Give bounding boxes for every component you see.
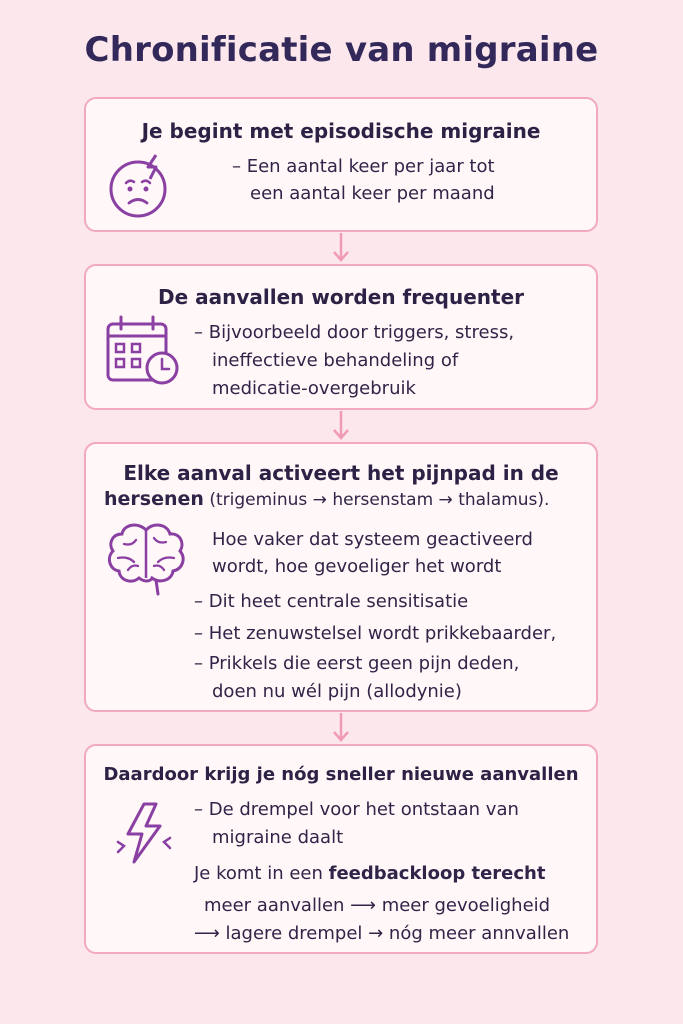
page-title: Chronificatie van migraine: [84, 30, 599, 70]
arrow-down-icon: [331, 713, 351, 743]
loop-line-2: ⟶ lagere drempel → nóg meer annvallen: [194, 923, 570, 944]
step-card-2: [84, 264, 598, 410]
loop-line-1: meer aanvallen ⟶ meer gevoeligheid: [204, 895, 551, 916]
step-3-line-3: – Dit heet centrale sensitisatie: [194, 591, 469, 612]
step-card-4: [84, 744, 598, 954]
headache-face-icon: [104, 151, 176, 223]
step-2-line-3: medicatie-overgebruik: [212, 378, 416, 399]
calendar-clock-icon: [104, 314, 184, 390]
step-1-line-2: een aantal keer per maand: [250, 183, 495, 204]
step-3-title-rest: (trigeminus → hersenstam → thalamus).: [203, 490, 550, 510]
arrow-down-icon: [331, 411, 351, 441]
step-3-title-line-2: [104, 488, 549, 510]
step-3-title-bold: hersenen: [104, 488, 204, 510]
lightning-icon: [114, 800, 176, 866]
feedback-line: [194, 860, 545, 887]
step-4-line-2: migraine daalt: [212, 827, 344, 848]
step-2-title: De aanvallen worden frequenter: [157, 285, 524, 309]
step-3-title-line-1: Elke aanval activeert het pijnpad in de: [123, 461, 559, 485]
step-1-title: Je begint met episodische migraine: [141, 119, 541, 143]
step-3-line-1: Hoe vaker dat systeem geactiveerd: [212, 529, 533, 550]
step-1-line-1: – Een aantal keer per jaar tot: [232, 156, 495, 177]
brain-icon: [106, 520, 188, 596]
step-3-line-4: – Het zenuwstelsel wordt prikkebaarder,: [194, 623, 557, 644]
step-card-3: [84, 442, 598, 712]
step-4-line-1: – De drempel voor het ontstaan van: [194, 799, 519, 820]
step-3-line-5: – Prikkels die eerst geen pijn deden,: [194, 653, 520, 674]
feedback-prefix: Je komt in een: [194, 863, 329, 884]
step-3-line-2: wordt, hoe gevoeliger het wordt: [212, 556, 502, 577]
feedback-bold: feedbackloop terecht: [328, 863, 546, 884]
step-2-line-2: ineffectieve behandeling of: [212, 350, 459, 371]
step-3-line-6: doen nu wél pijn (allodynie): [212, 681, 462, 702]
arrow-down-icon: [331, 233, 351, 263]
step-2-line-1: – Bijvoorbeeld door triggers, stress,: [194, 322, 515, 343]
step-4-title: Daardoor krijg je nóg sneller nieuwe aanvallen: [103, 764, 579, 785]
step-card-1: [84, 97, 598, 232]
